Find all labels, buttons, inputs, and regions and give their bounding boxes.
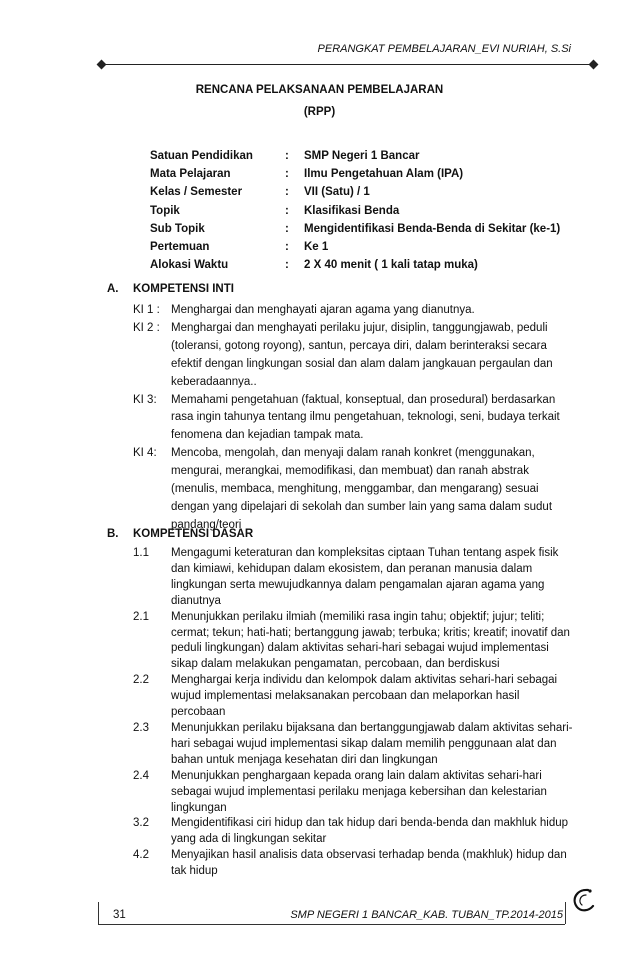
- list-item: [133, 445, 573, 535]
- list-item: [133, 546, 573, 610]
- identity-row: [150, 183, 560, 201]
- kd-code: 2.4: [133, 769, 149, 782]
- identity-label: Topik: [150, 204, 180, 217]
- document-title: RENCANA PELAKSANAAN PEMBELAJARAN: [195, 84, 444, 96]
- swirl-ornament-icon: [569, 887, 595, 913]
- identity-colon: :: [285, 222, 289, 235]
- identity-row: [150, 256, 560, 274]
- identity-label: Satuan Pendidikan: [150, 150, 253, 163]
- identity-row: [150, 238, 560, 256]
- kd-code: 2.2: [133, 674, 149, 687]
- kd-text: Mengidentifikasi ciri hidup dan tak hidup dari benda-benda dan makhluk hidup yang ada di lingkungan sekitar: [171, 817, 569, 846]
- identity-label: Pertemuan: [150, 241, 210, 254]
- kd-text: Menunjukkan perilaku bijaksana dan bertanggungjawab dalam aktivitas sehari-hari sebagai wujud implementasi sikap dalam memilih penggunaan alat dan bahan untuk menjaga kesehatan diri dan lingkungan: [171, 721, 573, 766]
- page-number: 31: [113, 909, 126, 921]
- ki-code: KI 4:: [133, 447, 157, 460]
- identity-label: Mata Pelajaran: [150, 168, 231, 181]
- list-item: [133, 721, 573, 769]
- ki-text: Mencoba, mengolah, dan menyaji dalam ranah konkret (menggunakan, mengurai, merangkai, memodifikasi, dan membuat) dan ranah abstrak (menulis, membaca, menghitung, menggambar, dan mengarang) sesuai dengan yang dipelajari di sekolah dan sumber lain yang sama dalam sudut pandang/teori: [171, 447, 553, 531]
- list-item: [133, 320, 573, 392]
- document-subtitle: (RPP): [303, 106, 336, 118]
- kd-list: [133, 546, 573, 880]
- kd-code: 3.2: [133, 817, 149, 830]
- identity-value: Ke 1: [304, 241, 329, 254]
- identity-row: [150, 165, 560, 183]
- ki-text: Memahami pengetahuan (faktual, konseptual, dan prosedural) berdasarkan rasa ingin tahunya tentang ilmu pengetahuan, teknologi, seni, budaya terkait fenomena dan kejadian tampak mata.: [171, 393, 560, 442]
- identity-table: [150, 147, 560, 274]
- identity-label: Sub Topik: [150, 222, 205, 235]
- running-footer: SMP NEGERI 1 BANCAR_KAB. TUBAN_TP.2014-2015: [290, 909, 563, 921]
- list-item: [133, 610, 573, 674]
- identity-value: VII (Satu) / 1: [304, 186, 370, 199]
- list-item: [133, 769, 573, 817]
- footer-box-left: [98, 902, 99, 924]
- ki-code: KI 3:: [133, 393, 157, 406]
- identity-colon: :: [285, 259, 289, 272]
- identity-value: Ilmu Pengetahuan Alam (IPA): [304, 168, 464, 181]
- identity-colon: :: [285, 241, 289, 254]
- kd-text: Menyajikan hasil analisis data observasi terhadap benda (makhluk) hidup dan tak hidup: [171, 849, 567, 878]
- ki-code: KI 1 :: [133, 304, 160, 316]
- kd-code: 1.1: [133, 547, 149, 559]
- kd-code: 4.2: [133, 849, 149, 862]
- footer-box-right: [565, 902, 566, 924]
- identity-value: Klasifikasi Benda: [304, 204, 400, 217]
- list-item: [133, 673, 573, 721]
- ki-code: KI 2 :: [133, 321, 160, 334]
- ki-list: [133, 302, 573, 535]
- section-b-letter: B.: [107, 528, 119, 540]
- running-header: PERANGKAT PEMBELAJARAN_EVI NURIAH, S.Si: [317, 43, 571, 55]
- list-item: [133, 392, 573, 446]
- ki-text: Menghargai dan menghayati ajaran agama yang dianutnya.: [171, 304, 475, 316]
- identity-value: 2 X 40 menit ( 1 kali tatap muka): [304, 259, 478, 272]
- rule-right-diamond: [589, 59, 599, 69]
- list-item: [133, 816, 573, 848]
- kd-text: Mengagumi keteraturan dan kompleksitas ciptaan Tuhan tentang aspek fisik dan kimiawi, kehidupan dalam ekosistem, dan peranan manusia dalam lingkungan serta mewujudkannya dalam pengamalan ajaran agama yang dianutnya: [171, 547, 559, 607]
- kd-code: 2.3: [133, 721, 149, 734]
- identity-colon: :: [285, 150, 289, 163]
- kd-text: Menunjukkan penghargaan kepada orang lain dalam aktivitas sehari-hari sebagai wujud implementasi perilaku menjaga kebersihan dan kelestarian lingkungan: [171, 769, 547, 814]
- list-item: [133, 848, 573, 880]
- identity-value: Mengidentifikasi Benda-Benda di Sekitar (ke-1): [304, 222, 561, 235]
- section-a-heading: KOMPETENSI INTI: [133, 283, 234, 295]
- identity-label: Alokasi Waktu: [150, 259, 229, 272]
- section-b-heading: KOMPETENSI DASAR: [133, 528, 254, 540]
- header-rule: [101, 64, 594, 65]
- identity-colon: :: [285, 204, 289, 217]
- kd-code: 2.1: [133, 610, 149, 623]
- identity-label: Kelas / Semester: [150, 186, 243, 199]
- identity-value: SMP Negeri 1 Bancar: [304, 150, 420, 163]
- ki-text: Menghargai dan menghayati perilaku jujur, disiplin, tanggungjawab, peduli (toleransi, gotong royong), santun, percaya diri, dalam berinteraksi secara efektif dengan lingkungan sosial dan alam dalam jangkauan pergaulan dan keberadaannya..: [171, 321, 553, 388]
- identity-row: [150, 202, 560, 220]
- kd-text: Menunjukkan perilaku ilmiah (memiliki rasa ingin tahu; objektif; jujur; teliti; cermat; tekun; hati-hati; bertanggung jawab; terbuka; kritis; kreatif; inovatif dan peduli lingkungan) dalam aktivitas sehari-hari sebagai wujud implementasi sikap dalam melakukan pengamatan, percobaan, dan berdiskusi: [171, 610, 570, 671]
- identity-colon: :: [285, 168, 289, 181]
- footer-box-bottom: [98, 924, 565, 925]
- kd-text: Menghargai kerja individu dan kelompok dalam aktivitas sehari-hari sebagai wujud implementasi melaksanakan percobaan dan melaporkan hasil percobaan: [171, 674, 558, 719]
- identity-colon: :: [285, 186, 289, 199]
- identity-row: [150, 147, 560, 165]
- rule-left-diamond: [97, 59, 107, 69]
- list-item: [133, 302, 573, 320]
- identity-row: [150, 220, 560, 238]
- section-a-letter: A.: [107, 283, 119, 295]
